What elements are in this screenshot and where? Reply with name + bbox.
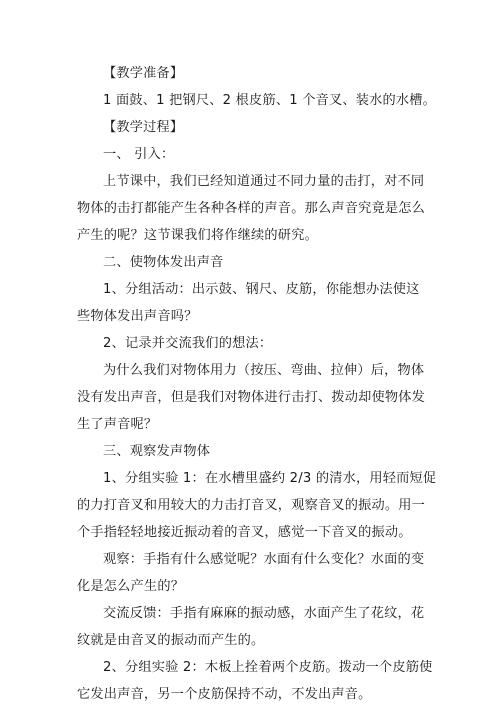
heading-observe: 三、观察发声物体 (103, 444, 211, 459)
heading-make-sound: 二、使物体发出声音 (103, 255, 224, 270)
paragraph-line: 2、分组实验 2：木板上拴着两个皮筋。拨动一个皮筋使 (103, 660, 433, 675)
paragraph-line: 它发出声音，另一个皮筋保持不动，不发出声音。 (77, 687, 372, 702)
materials-line: 1 面鼓、1 把钢尺、2 根皮筋、1 个音叉、装水的水槽。 (103, 93, 437, 108)
paragraph-line: 生了声音呢？ (77, 417, 158, 432)
paragraph-line: 物体的击打都能产生各种各样的声音。那么声音究竟是怎么 (77, 201, 426, 216)
paragraph-line: 2、记录并交流我们的想法： (103, 336, 273, 351)
paragraph-line: 些物体发出声音吗？ (77, 309, 198, 324)
paragraph-line: 为什么我们对物体用力（按压、弯曲、拉伸）后，物体 (103, 363, 425, 378)
paragraph-line: 个手指轻轻地接近振动着的音叉，感觉一下音叉的振动。 (77, 525, 412, 540)
paragraph-line: 交流反馈：手指有麻麻的振动感，水面产生了花纹，花 (103, 606, 425, 621)
document-body (77, 62, 439, 707)
paragraph-line: 没有发出声音，但是我们对物体进行击打、拨动却使物体发 (77, 390, 426, 405)
paragraph-line: 的力打音叉和用较大的力击打音叉，观察音叉的振动。用一 (77, 498, 426, 513)
section-heading-process: 【教学过程】 (103, 120, 184, 135)
paragraph-line: 产生的呢？这节课我们将作继续的研究。 (77, 228, 318, 243)
paragraph-line: 纹就是由音叉的振动而产生的。 (77, 633, 265, 648)
paragraph-line: 观察：手指有什么感觉呢？水面有什么变化？水面的变 (103, 552, 425, 567)
paragraph-line: 1、分组实验 1：在水槽里盛约 2/3 的清水，用轻而短促 (103, 471, 437, 486)
heading-introduction: 一、 引入： (103, 147, 175, 162)
paragraph-line: 化是怎么产生的？ (77, 579, 185, 594)
paragraph-line: 上节课中，我们已经知道通过不同力量的击打，对不同 (103, 174, 425, 189)
section-heading-preparation: 【教学准备】 (103, 66, 184, 81)
paragraph-line: 1、分组活动：出示鼓、钢尺、皮筋，你能想办法使这 (103, 282, 420, 297)
